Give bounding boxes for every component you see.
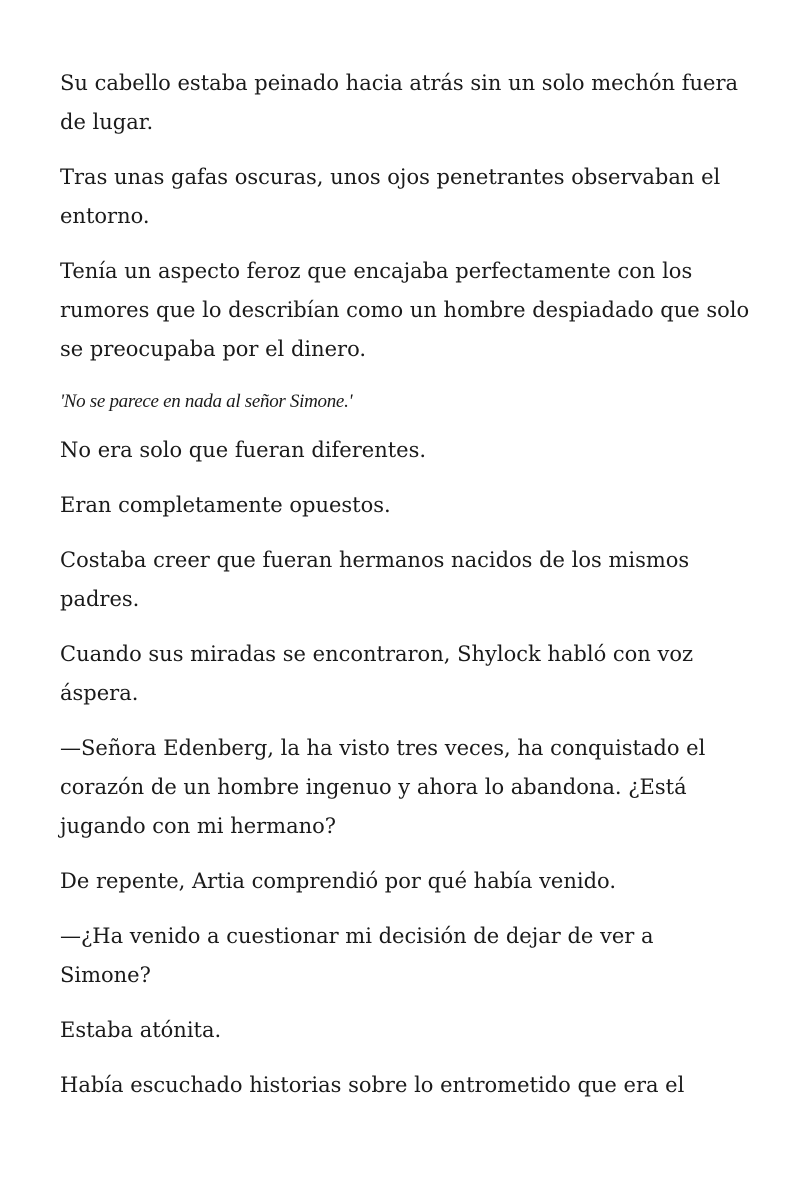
- paragraph-realization: De repente, Artia comprendió por qué había venido.: [60, 869, 616, 893]
- paragraph-different: No era solo que fueran diferentes.: [60, 438, 427, 462]
- paragraph-stories: Había escuchado historias sobre lo entrometido que era el: [60, 1073, 685, 1097]
- paragraph-dialogue-shylock: —Señora Edenberg, la ha visto tres veces, ha conquistado el corazón de un hombre ingenuo y ahora lo abandona. ¿Está jugando con mi hermano?: [60, 736, 706, 838]
- paragraph-dialogue-artia: —¿Ha venido a cuestionar mi decisión de dejar de ver a Simone?: [60, 924, 654, 987]
- reading-page: [60, 64, 750, 1121]
- paragraph-astonished: Estaba atónita.: [60, 1018, 222, 1042]
- paragraph-hair: Su cabello estaba peinado hacia atrás sin un solo mechón fuera de lugar.: [60, 71, 738, 134]
- paragraph-appearance: Tenía un aspecto feroz que encajaba perfectamente con los rumores que lo describían como un hombre despiadado que solo se preocupaba por el dinero.: [60, 259, 750, 361]
- paragraph-brothers: Costaba creer que fueran hermanos nacidos de los mismos padres.: [60, 548, 690, 611]
- paragraph-glasses: Tras unas gafas oscuras, unos ojos penetrantes observaban el entorno.: [60, 165, 721, 228]
- paragraph-opposites: Eran completamente opuestos.: [60, 493, 391, 517]
- paragraph-gaze: Cuando sus miradas se encontraron, Shylock habló con voz áspera.: [60, 642, 694, 705]
- paragraph-inner-thought: 'No se parece en nada al señor Simone.': [60, 391, 353, 412]
